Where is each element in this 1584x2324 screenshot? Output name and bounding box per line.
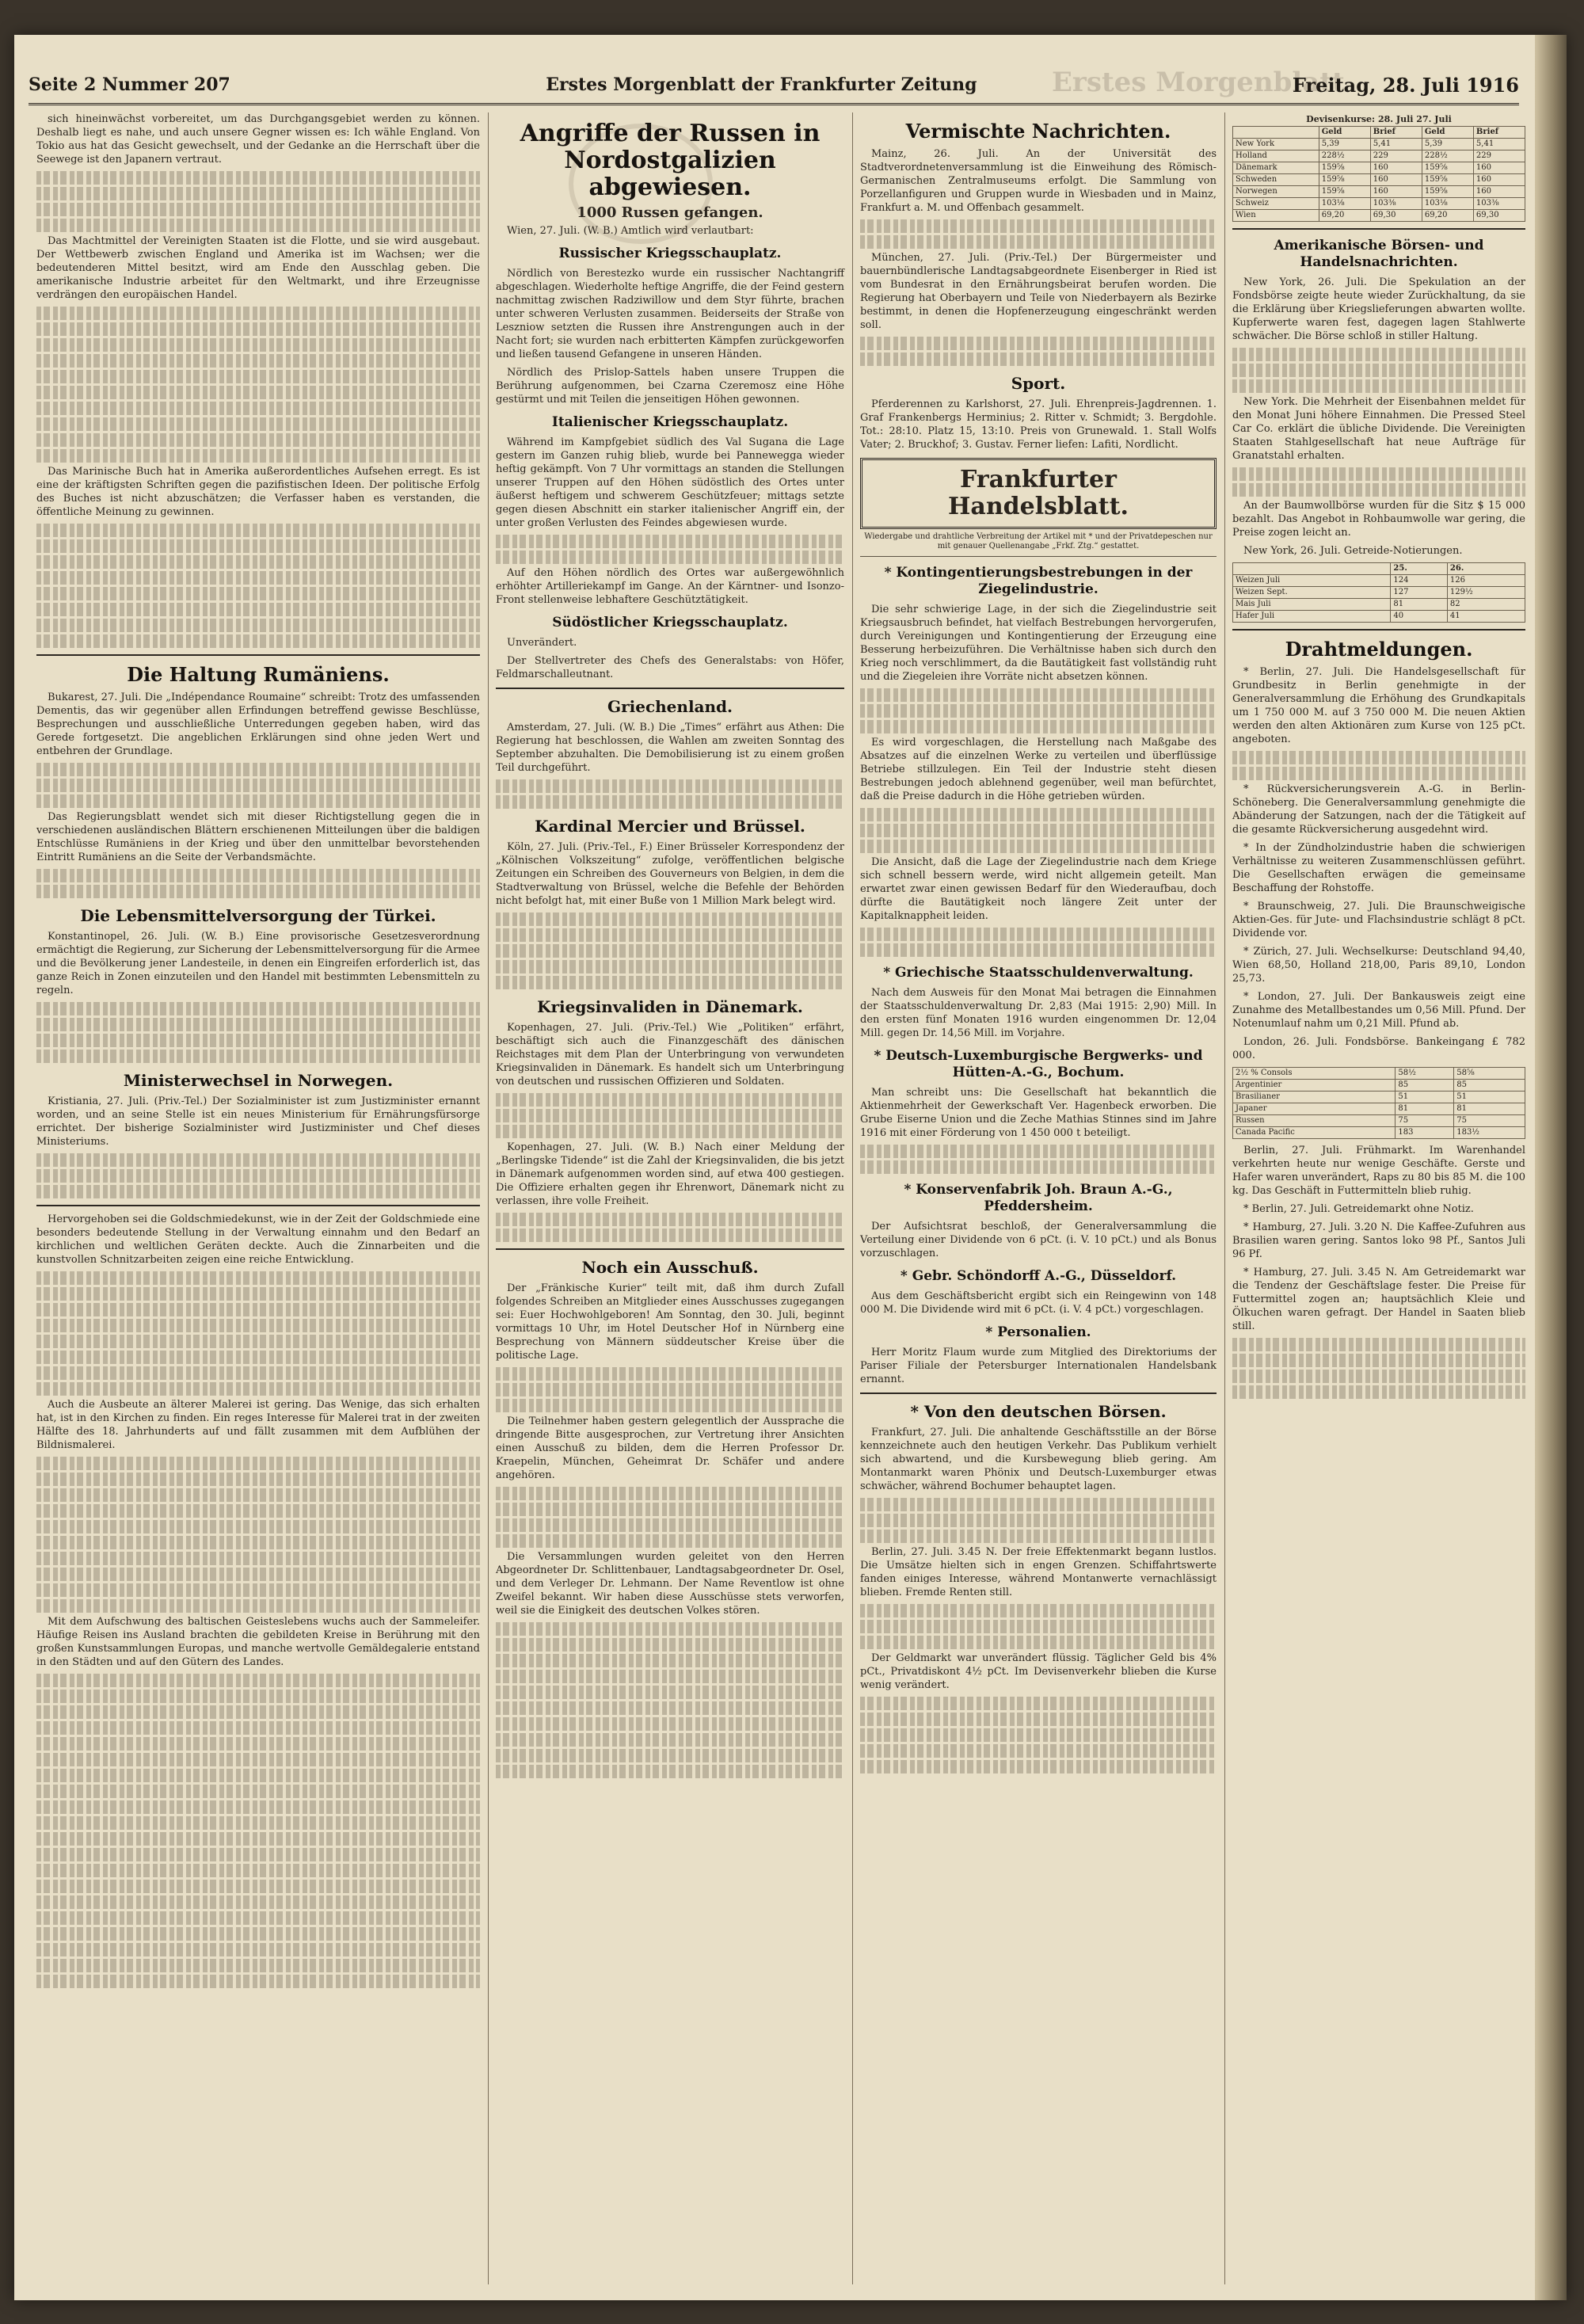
table-cell: 81	[1454, 1103, 1525, 1115]
article-text: Die Versammlungen wurden geleitet von den Herren Abgeordneter Dr. Schlittenbauer, Landtagsabgeordneter Dr. Osel, und dem Verleger Dr. Lehmann. Der Name Reventlow ist ohne Zweifel bekannt. Wir haben diese Ausschüsse stets verworfen, weil sie die Einigkeit des deutschen Volkes stören.	[496, 1551, 844, 1617]
article-text: * Berlin, 27. Juli. Getreidemarkt ohne Notiz.	[1243, 1203, 1474, 1215]
article-text: Der „Fränkische Kurier“ teilt mit, daß ihm durch Zufall folgendes Schreiben an Mitglieder eines Ausschusses zugegangen sei: Euer Hochwohlgeboren! Am Sonntag, den 30. Juli, beginnt vormittags 10 Uhr, im Hotel Deutscher Hof in Nürnberg eine Besprechung von Männern süddeutscher Kreise über die politische Lage.	[496, 1282, 844, 1362]
article-text: New York, 26. Juli. Die Spekulation an der Fondsbörse zeigte heute wieder Zurückhaltung, da sie die Erklärung über Kriegslieferungen abwarten wollte. Kupferwerte waren fest, dagegen lagen Stahlwerte schwächer. Die Börse schloß in stiller Haltung.	[1232, 276, 1525, 342]
article-text: * Braunschweig, 27. Juli. Die Braunschweigische Aktien-Ges. für Jute- und Flachsindustrie schlägt 8 pCt. Dividende vor.	[1232, 901, 1525, 939]
article-text: * Zürich, 27. Juli. Wechselkurse: Deutschland 94,40, Wien 68,50, Holland 218,00, Paris 89,10, London 25,73.	[1232, 946, 1525, 985]
table-row	[1233, 587, 1525, 599]
table-cell: 159⅝	[1319, 174, 1370, 186]
table-cell: 69,20	[1319, 210, 1370, 222]
table-cell: 82	[1447, 599, 1525, 611]
table-cell: 85	[1454, 1080, 1525, 1092]
article-heading: * Griechische Staatsschuldenverwaltung.	[883, 965, 1194, 981]
table-cell: 103⅜	[1473, 198, 1525, 210]
article-text: Der Geldmarkt war unverändert flüssig. Täglicher Geld bis 4% pCt., Privatdiskont 4½ pCt. Im Devisenverkehr blieben die Kurse wenig verändert.	[860, 1652, 1217, 1691]
table-header-cell: Geld	[1319, 127, 1370, 139]
article-heading: * Gebr. Schöndorff A.-G., Düsseldorf.	[900, 1268, 1177, 1284]
table-cell: Dänemark	[1233, 162, 1319, 174]
table-cell: 5,39	[1422, 139, 1473, 150]
article-text: sich hineinwächst vorbereitet, um das Durchgangsgebiet werden zu können. Deshalb liegt es nahe, und auch unsere Gegner wissen es: Ich wähle England. Von Tokio aus hat das Gesicht gewechselt, und der Gedanke an die Herrschaft über die Seewege ist den Japanern vertraut.	[36, 113, 480, 166]
table-cell: 228½	[1422, 150, 1473, 162]
section-heading: Die Haltung Rumäniens.	[127, 663, 390, 686]
article-text: Es wird vorgeschlagen, die Herstellung nach Maßgabe des Absatzes auf die einzelnen Werke zu verteilen und überflüssige Betriebe stillzulegen. Ein Teil der Industrie steht diesen Bestrebungen jedoch ablehnend gegenüber, weil man befürchtet, daß die Preise dadurch in die Höhe getrieben würden.	[860, 737, 1217, 802]
article-text: Auf den Höhen nördlich des Ortes war außergewöhnlich erhöhter Artilleriekampf im Gange. An der Kärntner- und Isonzo-Front stellenweise lebhaftere Geschütztätigkeit.	[496, 567, 844, 606]
table-cell: 69,30	[1473, 210, 1525, 222]
article-text: Mit dem Aufschwung des baltischen Geisteslebens wuchs auch der Sammeleifer. Häufige Reisen ins Ausland brachten die gebildeten Kreise in Berührung mit den großen Kunstsammlungen Europas, und manche wertvolle Gemäldegalerie entstand in den Städten und auf den Gütern des Landes.	[36, 1616, 480, 1668]
article-text: Konstantinopel, 26. Juli. (W. B.) Eine provisorische Gesetzesverordnung ermächtigt die Regierung, zur Sicherung der Lebensmittelversorgung für die Armee und die Bevölkerung jener Landesteile, in denen ein Eingreifen erforderlich ist, das ganze Reich in Zonen einzuteilen und den Handel mit bestimmten Lebensmitteln zu regeln.	[36, 931, 480, 996]
table-row	[1233, 575, 1525, 587]
table-cell: 5,41	[1370, 139, 1422, 150]
article-text: Bukarest, 27. Juli. Die „Indépendance Roumaine“ schreibt: Trotz des umfassenden Dementis, das wir gegenüber allen Erfindungen betreffend gewisse Beschlüsse, Besprechungen und ausschließliche Unterredungen gegeben haben, wird das Gerede fortgesetzt. Die angeblichen Erklärungen sind ohne jeden Wert und entbehren der Grundlage.	[36, 691, 480, 757]
section-heading: Noch ein Ausschuß.	[581, 1258, 759, 1277]
article-text: Auch die Ausbeute an älterer Malerei ist gering. Das Wenige, das sich erhalten hat, ist in den Kirchen zu finden. Ein reges Interesse für Malerei trat in der zweiten Hälfte des 18. Jahrhunderts auf und fällt zusammen mit dem Aufblühen der Bildnismalerei.	[36, 1399, 480, 1451]
article-text: Herr Moritz Flaum wurde zum Mitglied des Direktoriums der Pariser Filiale der Petersburger Internationalen Handelsbank ernannt.	[860, 1347, 1217, 1385]
dateline: Wien, 27. Juli. (W. B.) Amtlich wird verlautbart:	[507, 225, 754, 237]
table-cell: 159⅝	[1422, 186, 1473, 198]
article-text: New York, 26. Juli. Getreide-Notierungen.	[1243, 545, 1463, 557]
article-text: * Hamburg, 27. Juli. 3.20 N. Die Kaffee-Zufuhren aus Brasilien waren gering. Santos loko 98 Pf., Santos Juli 96 Pf.	[1232, 1221, 1525, 1260]
table-cell: 5,41	[1473, 139, 1525, 150]
table-cell: 229	[1370, 150, 1422, 162]
table-cell: Weizen Juli	[1233, 575, 1391, 587]
table-row	[1233, 162, 1525, 174]
table-cell: 127	[1391, 587, 1448, 599]
table-cell: 160	[1370, 174, 1422, 186]
table-row	[1233, 150, 1525, 162]
table-cell: 75	[1396, 1115, 1454, 1127]
issue-date: Freitag, 28. Juli 1916	[1292, 73, 1519, 97]
table-header-cell: Geld	[1422, 127, 1473, 139]
article-text: New York. Die Mehrheit der Eisenbahnen meldet für den Monat Juni höhere Einnahmen. Die Pressed Steel Car Co. erklärt die übliche Dividende. Die Vereinigten Staaten Stahlgesellschaft hat neue Aufträge für Granatstahl erhalten.	[1232, 396, 1525, 462]
table-cell: 81	[1396, 1103, 1454, 1115]
table-cell: 85	[1396, 1080, 1454, 1092]
table-cell: Schweden	[1233, 174, 1319, 186]
masthead	[29, 67, 1519, 105]
article-heading: * Personalien.	[985, 1324, 1091, 1340]
table-cell: 159⅝	[1319, 186, 1370, 198]
table-cell: 75	[1454, 1115, 1525, 1127]
article-text: Berlin, 27. Juli. Frühmarkt. Im Warenhandel verkehrten heute nur wenige Geschäfte. Gerste und Hafer waren unverändert, Raps zu 80 bis 85 M. die 100 kg. Das Geschäft in Futtermitteln blieb ruhig.	[1232, 1145, 1525, 1197]
section-heading: Italienischer Kriegsschauplatz.	[551, 414, 789, 430]
section-heading: Amerikanische Börsen- und Handelsnachrichten.	[1274, 238, 1484, 270]
table-cell: 58⅝	[1454, 1068, 1525, 1080]
article-text: London, 26. Juli. Fondsbörse. Bankeingang £ 782 000.	[1232, 1036, 1525, 1061]
table-cell: New York	[1233, 139, 1319, 150]
article-text: Das Machtmittel der Vereinigten Staaten ist die Flotte, und sie wird ausgebaut. Der Wettbewerb zwischen England und Amerika ist im Wachsen; wer die bedeutenderen Mittel besitzt, wird am Ende den Ausschlag geben. Die amerikanische Industrie arbeitet für den Weltmarkt, und ihre Erzeugnisse verdrängen den europäischen Handel.	[36, 235, 480, 301]
article-text: Köln, 27. Juli. (Priv.-Tel., F.) Einer Brüsseler Korrespondenz der „Kölnischen Volkszeitung“ zufolge, veröffentlichen belgische Zeitungen ein Schreiben des Gouverneurs von Belgien, in dem die Stadtverwaltung von Brüssel, welche die Befehle der Behörden nicht befolgt hat, mit einer Buße von 1 Million Mark belegt wird.	[496, 841, 844, 907]
table-cell: 58½	[1396, 1068, 1454, 1080]
article-text: München, 27. Juli. (Priv.-Tel.) Der Bürgermeister und bauernbündlerische Landtagsabgeordnete Eisenberger in Ried ist vom Bundesrat in den Ernährungsbeirat berufen worden. Die Regierung hat Oberbayern und Teile von Niederbayern als Bezirke bestimmt, in denen die Hopfenerzeugung eingeschränkt werden soll.	[860, 252, 1217, 331]
article-text: * Rückversicherungsverein A.-G. in Berlin-Schöneberg. Die Generalversammlung genehmigte die Abänderung der Satzungen, nach der die Tätigkeit auf die gesamte Rückversicherung ausgedehnt wird.	[1232, 783, 1525, 836]
article-text: * Hamburg, 27. Juli. 3.45 N. Am Getreidemarkt war die Tendenz der Geschäftslage fester. Die Preise für Futtermittel zogen an; hauptsächlich Kleie und Ölkuchen waren gefragt. Der Handel in Saaten blieb still.	[1232, 1267, 1525, 1332]
table-cell: 160	[1473, 162, 1525, 174]
table-cell: 124	[1391, 575, 1448, 587]
column-3	[852, 112, 1225, 2284]
table-row	[1233, 1080, 1525, 1092]
section-heading: Sport.	[1011, 374, 1066, 393]
table-row	[1233, 186, 1525, 198]
article-text: Nach dem Ausweis für den Monat Mai betragen die Einnahmen der Staatsschuldenverwaltung Dr. 2,83 (Mai 1915: 2,90) Mill. In den ersten fünf Monaten 1916 wurden eingenommen Dr. 12,04 Mill. gegen Dr. 14,56 Mill. im Vorjahre.	[860, 987, 1217, 1039]
table-row	[1233, 1092, 1525, 1103]
article-heading: * Deutsch-Luxemburgische Bergwerks- und Hütten-A.-G., Bochum.	[874, 1048, 1203, 1080]
table-cell: 5,39	[1319, 139, 1370, 150]
section-masthead: Frankfurter Handelsblatt.	[860, 458, 1217, 529]
table-cell: Mais Juli	[1233, 599, 1391, 611]
article-text: Kristiania, 27. Juli. (Priv.-Tel.) Der Sozialminister ist zum Justizminister ernannt worden, und an seine Stelle ist ein neues Ministerium für Ernährungsfürsorge errichtet. Der bisherige Sozialminister wird Justizminister und Chef dieses Ministeriums.	[36, 1095, 480, 1148]
book-binding	[1535, 35, 1567, 2300]
article-text: Nördlich des Prislop-Sattels haben unsere Truppen die Berührung aufgenommen, bei Czarna Czeremosz eine Höhe gestürmt und mit Teilen die jenseitigen Höhen gewonnen.	[496, 367, 844, 406]
table-header-cell	[1233, 127, 1319, 139]
section-heading: Die Lebensmittelversorgung der Türkei.	[80, 906, 436, 925]
article-text: Kopenhagen, 27. Juli. (W. B.) Nach einer Meldung der „Berlingske Tidende“ ist die Zahl der Kriegsinvaliden, die bis jetzt in Dänemark aufgenommen worden sind, auf etwa 400 gestiegen. Die Offiziere erhalten gegen ihr Ehrenwort, Dänemark nicht zu verlassen, ihre volle Freiheit.	[496, 1141, 844, 1207]
grain-quote-table	[1232, 562, 1525, 623]
section-heading: Drahtmeldungen.	[1285, 638, 1473, 661]
section-heading: Kardinal Mercier und Brüssel.	[535, 817, 805, 836]
column-4	[1224, 112, 1533, 2284]
table-row	[1233, 1103, 1525, 1115]
section-heading: Südöstlicher Kriegsschauplatz.	[552, 615, 788, 631]
table-cell: 160	[1473, 174, 1525, 186]
table-header-cell: Brief	[1370, 127, 1422, 139]
newspaper-title: Erstes Morgenblatt der Frankfurter Zeitung	[546, 74, 977, 95]
table-cell: 229	[1473, 150, 1525, 162]
table-cell: 159⅝	[1319, 162, 1370, 174]
table-row	[1233, 1115, 1525, 1127]
table-cell: 160	[1473, 186, 1525, 198]
table-caption: Devisenkurse: 28. Juli 27. Juli	[1306, 114, 1452, 124]
table-cell: 126	[1447, 575, 1525, 587]
article-text: Nördlich von Berestezko wurde ein russischer Nachtangriff abgeschlagen. Wiederholte heftige Angriffe, die der Feind gestern nachmittag zwischen Radziwillow und dem Styr führte, brachen unter schweren Verlusten zusammen. Beiderseits der Straße von Leszniow setzten die Russen ihre Anstrengungen auch in der Nacht fort; sie wurden nach erbitterten Kämpfen zurückgeworfen und ließen tausend Gefangene in unseren Händen.	[496, 268, 844, 360]
column-2	[488, 112, 853, 2284]
table-cell: 160	[1370, 162, 1422, 174]
newspaper-page	[14, 35, 1567, 2300]
table-cell: 40	[1391, 611, 1448, 623]
table-row	[1233, 1127, 1525, 1139]
table-header-cell	[1233, 563, 1391, 575]
table-row	[1233, 198, 1525, 210]
table-cell: 160	[1370, 186, 1422, 198]
table-row	[1233, 210, 1525, 222]
article-text: Unverändert.	[507, 637, 577, 649]
table-header-cell: 26.	[1447, 563, 1525, 575]
section-heading: Griechenland.	[607, 697, 733, 716]
table-cell: 81	[1391, 599, 1448, 611]
section-heading: * Von den deutschen Börsen.	[910, 1402, 1167, 1421]
table-cell: 159⅝	[1422, 162, 1473, 174]
article-text: An der Baumwollbörse wurden für die Sitz $ 15 000 bezahlt. Das Angebot in Rohbaumwolle war gering, die Preise zogen leicht an.	[1232, 500, 1525, 539]
article-text: Die sehr schwierige Lage, in der sich die Ziegelindustrie seit Kriegsausbruch befindet, hat vielfach Bestrebungen hervorgerufen, durch Vereinigungen und Kontingentierung der Erzeugung eine Besserung herbeizuführen. Die Verhältnisse haben sich durch den Krieg noch verschlimmert, da die Bautätigkeit fast vollständig ruht und die Ziegeleien ihre Vorräte nicht absetzen können.	[860, 604, 1217, 683]
table-cell: 103⅜	[1370, 198, 1422, 210]
table-cell: Japaner	[1233, 1103, 1396, 1115]
table-cell: Argentinier	[1233, 1080, 1396, 1092]
article-text: Berlin, 27. Juli. 3.45 N. Der freie Effektenmarkt begann lustlos. Die Umsätze hielten sich in engen Grenzen. Schiffahrtswerte fanden einiges Interesse, während Montanwerte vernachlässigt blieben. Fremde Renten still.	[860, 1546, 1217, 1598]
table-cell: 2½ % Consols	[1233, 1068, 1396, 1080]
article-text: Frankfurt, 27. Juli. Die anhaltende Geschäftsstille an der Börse kennzeichnete auch den heutigen Verkehr. Das Publikum verhielt sich abwartend, und die Kursbewegung blieb gering. Am Montanmarkt waren Phönix und Deutsch-Luxemburger etwas schwächer, während Bochumer behauptet lagen.	[860, 1427, 1217, 1492]
table-cell: Holland	[1233, 150, 1319, 162]
sub-headline: 1000 Russen gefangen.	[577, 204, 763, 221]
table-cell: Wien	[1233, 210, 1319, 222]
exchange-rate-table	[1232, 126, 1525, 222]
page-number: Seite 2 Nummer 207	[29, 74, 230, 95]
article-text: Während im Kampfgebiet südlich des Val Sugana die Lage gestern im Ganzen ruhig blieb, wurde bei Pannewegga wieder heftig gekämpft. Von 7 Uhr vormittags an standen die Stellungen unserer Truppen auf den Höhen südöstlich des Ortes unter äußerst heftigem und schwerem Geschützfeuer; mittags setzte gegen diesen Abschnitt ein starker italienischer Angriff ein, der unter großen Verlusten des Feindes abgewiesen wurde.	[496, 436, 844, 529]
table-cell: Norwegen	[1233, 186, 1319, 198]
table-cell: 69,30	[1370, 210, 1422, 222]
bleed-through-watermark: Erstes Morgenblatt	[1052, 67, 1345, 98]
article-text: Man schreibt uns: Die Gesellschaft hat bekanntlich die Aktienmehrheit der Gewerkschaft Ver. Hagenbeck erworben. Die Grube Eiserne Union und die Zeche Mathias Stinnes sind im Jahre 1916 mit einer Förderung von 1 450 000 t beteiligt.	[860, 1087, 1217, 1139]
table-cell: 51	[1454, 1092, 1525, 1103]
table-cell: 51	[1396, 1092, 1454, 1103]
table-cell: 228½	[1319, 150, 1370, 162]
table-cell: 183	[1396, 1127, 1454, 1139]
article-heading: * Kontingentierungsbestrebungen in der Ziegelindustrie.	[884, 565, 1193, 597]
column-1	[29, 112, 489, 2284]
table-row	[1233, 139, 1525, 150]
table-cell: Russen	[1233, 1115, 1396, 1127]
article-heading: * Konservenfabrik Joh. Braun A.-G., Pfeddersheim.	[904, 1182, 1173, 1214]
table-row	[1233, 174, 1525, 186]
table-cell: 103⅛	[1319, 198, 1370, 210]
article-text: Pferderennen zu Karlshorst, 27. Juli. Ehrenpreis-Jagdrennen. 1. Graf Frankenbergs Herminius; 2. Ritter v. Schmidt; 3. Bergdohle. Tot.: 28:10. Platz 15, 13:10. Preis von Grunewald. 1. Stall Wolfs Vater; 2. Bruckhof; 3. Gustav. Ferner liefen: Lafiti, Nordlicht.	[860, 398, 1217, 451]
table-cell: 69,20	[1422, 210, 1473, 222]
article-text: Kopenhagen, 27. Juli. (Priv.-Tel.) Wie „Politiken“ erfährt, beschäftigt sich auch die Finanzgeschäft des dänischen Reichstages mit dem Plan der Unterbringung von verwundeten Kriegsinvaliden in Dänemark. Es handelt sich um Unterbringung von deutschen und russischen Offizieren und Soldaten.	[496, 1022, 844, 1088]
article-text: Der Aufsichtsrat beschloß, der Generalversammlung die Verteilung einer Dividende von 6 pCt. (i. V. 10 pCt.) und als Bonus vorzuschlagen.	[860, 1221, 1217, 1259]
article-text: Das Marinische Buch hat in Amerika außerordentliches Aufsehen erregt. Es ist eine der kräftigsten Schriften gegen die pazifistischen Ideen. Der politische Erfolg des Buches ist nicht abzuschätzen; die Verfasser haben es verstanden, die öffentliche Meinung zu gewinnen.	[36, 466, 480, 518]
article-text: Das Regierungsblatt wendet sich mit dieser Richtigstellung gegen die in verschiedenen ausländischen Blättern erschienenen Mitteilungen über die baldigen Entschlüsse Rumäniens in der Krieg und über den unmittelbar bevorstehenden Eintritt Rumäniens an die Seite der Verbandsmächte.	[36, 811, 480, 863]
table-cell: Weizen Sept.	[1233, 587, 1391, 599]
article-text: Die Ansicht, daß die Lage der Ziegelindustrie nach dem Kriege sich schnell bessern werde, wird nicht allgemein geteilt. Man erwartet zwar einen gewissen Bedarf für den Wiederaufbau, doch dürfte die Bautätigkeit noch längere Zeit unter der Kapitalknappheit leiden.	[860, 856, 1217, 922]
article-text: Die Teilnehmer haben gestern gelegentlich der Aussprache die dringende Bitte ausgesprochen, zur Vertretung ihrer Ansichten einen Ausschuß zu bilden, dem die Herren Professor Dr. Kraepelin, München, Geheimrat Dr. Schäfer und andere angehören.	[496, 1415, 844, 1481]
signature: Der Stellvertreter des Chefs des Generalstabs: von Höfer, Feldmarschalleutnant.	[496, 655, 844, 680]
table-cell: Brasilianer	[1233, 1092, 1396, 1103]
table-row	[1233, 599, 1525, 611]
main-headline: Angriffe der Russen in Nordostgalizien abgewiesen.	[520, 120, 821, 201]
table-header-cell: Brief	[1473, 127, 1525, 139]
article-text: * In der Zündholzindustrie haben die schwierigen Verhältnisse zu weiteren Zusammenschlüssen geführt. Die Gesellschaften erwägen die gemeinsame Beschaffung der Rohstoffe.	[1232, 842, 1525, 894]
section-heading: Kriegsinvaliden in Dänemark.	[537, 997, 803, 1016]
article-text: Amsterdam, 27. Juli. (W. B.) Die „Times“ erfährt aus Athen: Die Regierung hat beschlossen, die Wahlen am zweiten Sonntag des September abzuhalten. Die Demobilisierung ist zu einem großen Teil durchgeführt.	[496, 722, 844, 774]
table-header-cell: 25.	[1391, 563, 1448, 575]
bond-quote-table	[1232, 1067, 1525, 1139]
article-text: Aus dem Geschäftsbericht ergibt sich ein Reingewinn von 148 000 M. Die Dividende wird mit 6 pCt. (i. V. 4 pCt.) vorgeschlagen.	[860, 1290, 1217, 1316]
table-cell: 103⅛	[1422, 198, 1473, 210]
table-row	[1233, 1068, 1525, 1080]
table-row	[1233, 611, 1525, 623]
section-heading: Vermischte Nachrichten.	[905, 120, 1171, 143]
section-heading: Ministerwechsel in Norwegen.	[123, 1071, 394, 1090]
copyright-notice: Wiedergabe und drahtliche Verbreitung der Artikel mit * und der Privatdepeschen nur mit genauer Quellenangabe „Frkf. Ztg.“ gestattet.	[864, 532, 1213, 551]
article-text: Hervorgehoben sei die Goldschmiedekunst, wie in der Zeit der Goldschmiede eine besonders bedeutende Stellung in der Verwaltung einnahm und den Bedarf an kirchlichen und weltlichen Geräten deckte. Auch die Zinnarbeiten und die kunstvollen Schnitzarbeiten zeigen eine reiche Entwicklung.	[36, 1213, 480, 1266]
table-cell: 183½	[1454, 1127, 1525, 1139]
section-heading: Russischer Kriegsschauplatz.	[558, 246, 782, 261]
table-cell: Canada Pacific	[1233, 1127, 1396, 1139]
article-text: Mainz, 26. Juli. An der Universität des Stadtverordnetenversammlung ist die Einweihung des Römisch-Germanischen Zentralmuseums erfolgt. Die Sammlung von Porzellanfiguren und Gruppen wurde in Wiesbaden und in Mainz, Frankfurt a. M. und Offenbach gesammelt.	[860, 148, 1217, 214]
table-cell: 41	[1447, 611, 1525, 623]
table-cell: Schweiz	[1233, 198, 1319, 210]
article-text: * Berlin, 27. Juli. Die Handelsgesellschaft für Grundbesitz in Berlin genehmigte in der Generalversammlung die Erhöhung des Grundkapitals um 1 750 000 M. auf 3 750 000 M. Die neuen Aktien werden den alten Aktionären zum Kurse von 125 pCt. angeboten.	[1232, 666, 1525, 745]
table-cell: 129½	[1447, 587, 1525, 599]
article-text: * London, 27. Juli. Der Bankausweis zeigt eine Zunahme des Metallbestandes um 0,56 Mill. Pfund. Der Notenumlauf nahm um 0,21 Mill. Pfund ab.	[1232, 991, 1525, 1030]
table-cell: Hafer Juli	[1233, 611, 1391, 623]
table-cell: 159⅝	[1422, 174, 1473, 186]
